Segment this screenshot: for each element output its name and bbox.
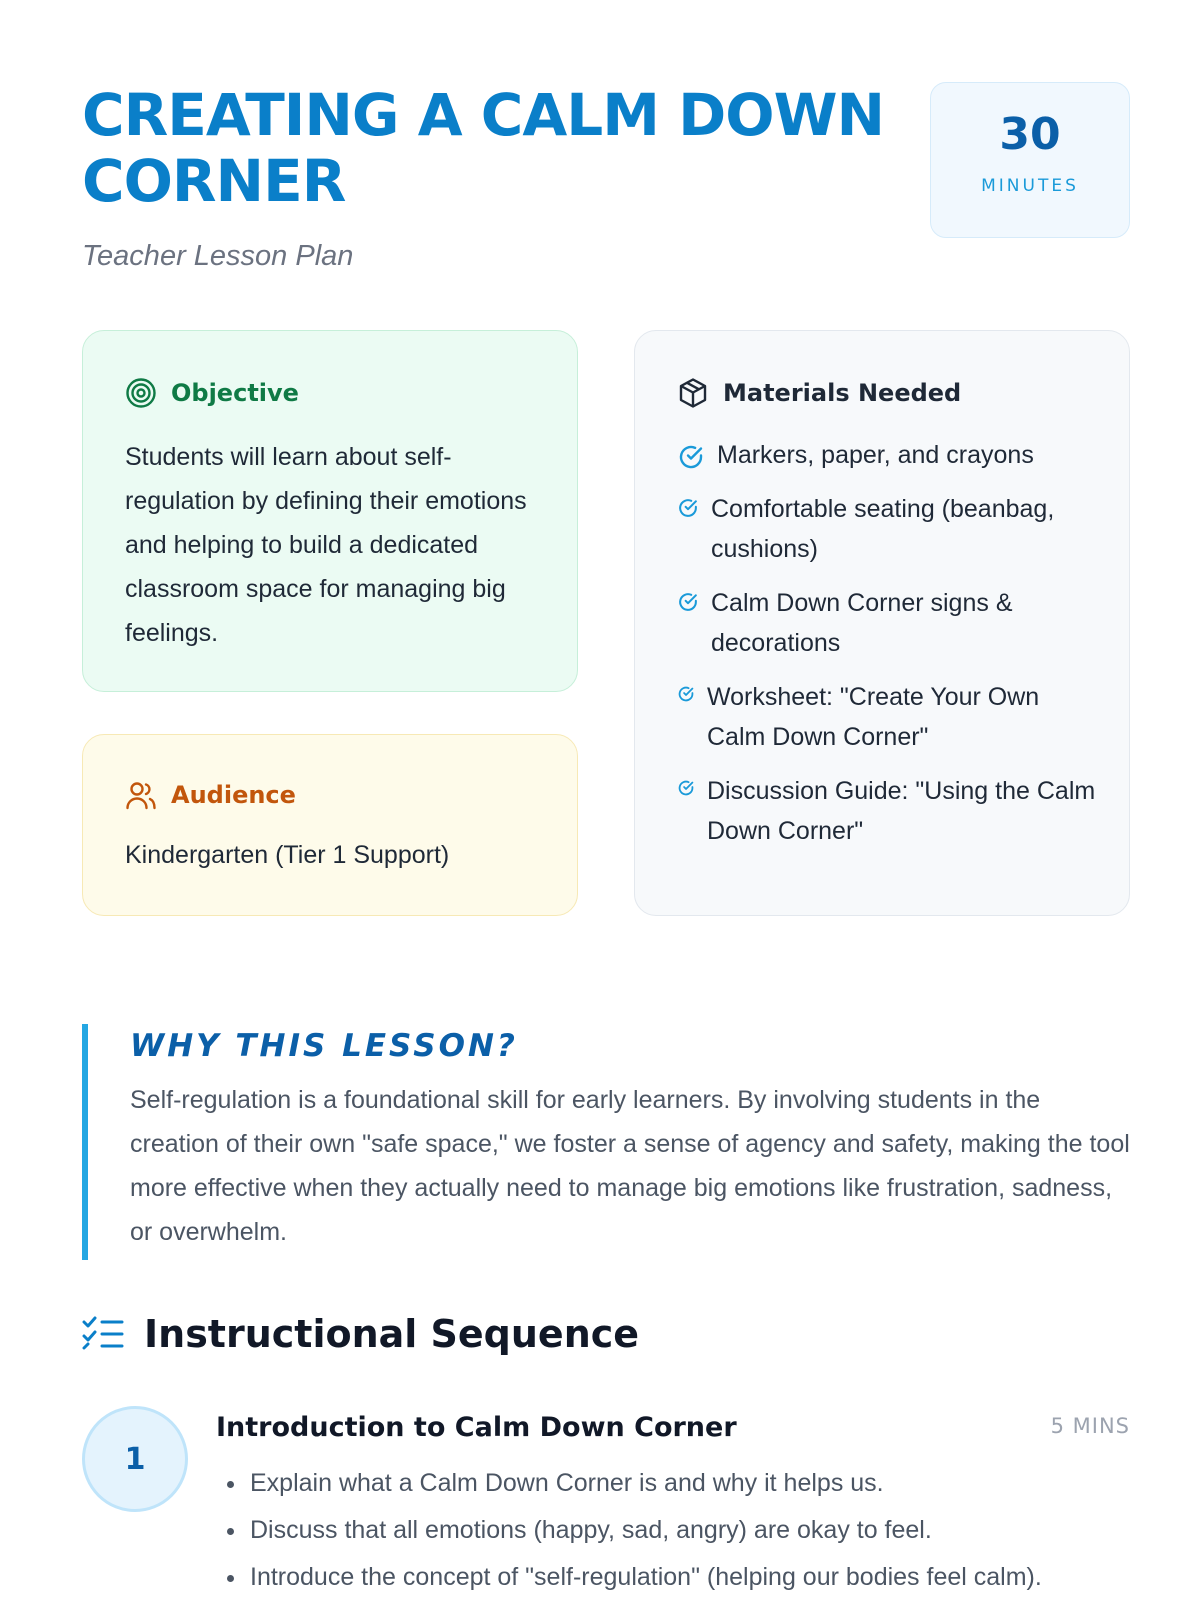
check-circle-icon bbox=[677, 443, 705, 471]
duration-badge bbox=[930, 82, 1130, 238]
materials-list bbox=[677, 435, 1099, 851]
step-point: • Explain what a Calm Down Corner is and why it helps us. bbox=[248, 1460, 1148, 1507]
package-icon bbox=[677, 377, 709, 409]
page-title: CREATING A CALM DOWN CORNER bbox=[82, 81, 885, 215]
step-points bbox=[248, 1460, 1148, 1600]
materials-item-label: Calm Down Corner signs & decorations bbox=[711, 589, 1013, 657]
objective-text: Students will learn about self-regulation by defining their emotions and helping to build a dedicated classroom space for managing big feelings. bbox=[125, 443, 527, 647]
materials-item bbox=[677, 677, 1099, 757]
materials-item bbox=[677, 435, 1099, 475]
page-header bbox=[82, 82, 902, 273]
objective-card bbox=[82, 330, 578, 692]
step-point: • Introduce the concept of "self-regulation" (helping our bodies feel calm). bbox=[248, 1554, 1148, 1600]
sequence-heading-row bbox=[82, 1312, 639, 1356]
step-title: Introduction to Calm Down Corner bbox=[216, 1412, 737, 1443]
step-duration: 5 MINS bbox=[1050, 1414, 1130, 1438]
materials-heading-row bbox=[677, 377, 1099, 409]
step-number-badge: 1 bbox=[82, 1406, 188, 1512]
page-subtitle: Teacher Lesson Plan bbox=[82, 240, 354, 272]
materials-item-label: Worksheet: "Create Your Own Calm Down Corner" bbox=[707, 683, 1040, 751]
materials-item bbox=[677, 489, 1099, 569]
materials-item-label: Markers, paper, and crayons bbox=[717, 441, 1034, 469]
check-circle-icon bbox=[677, 685, 695, 703]
audience-text: Kindergarten (Tier 1 Support) bbox=[125, 841, 450, 869]
list-checks-icon bbox=[82, 1316, 124, 1352]
why-text: Self-regulation is a foundational skill for early learners. By involving students in the creation of their own "safe space," we foster a sense of agency and safety, making the tool more effective when they actually need to manage big emotions like frustration, sadness, or overwhelm. bbox=[130, 1086, 1130, 1246]
materials-item-label: Comfortable seating (beanbag, cushions) bbox=[711, 495, 1055, 563]
materials-card bbox=[634, 330, 1130, 916]
materials-item bbox=[677, 583, 1099, 663]
duration-value: 30 bbox=[999, 109, 1061, 160]
sequence-heading: Instructional Sequence bbox=[144, 1312, 640, 1356]
check-circle-icon bbox=[677, 779, 695, 797]
users-icon bbox=[125, 779, 157, 811]
audience-heading: Audience bbox=[171, 781, 296, 809]
check-circle-icon bbox=[677, 591, 699, 613]
materials-heading: Materials Needed bbox=[723, 379, 962, 407]
materials-item bbox=[677, 771, 1099, 851]
check-circle-icon bbox=[677, 497, 699, 519]
materials-item-label: Discussion Guide: "Using the Calm Down Corner" bbox=[707, 777, 1096, 845]
why-heading: WHY THIS LESSON? bbox=[130, 1028, 518, 1064]
step-point: • Discuss that all emotions (happy, sad, angry) are okay to feel. bbox=[248, 1507, 1148, 1554]
duration-unit: MINUTES bbox=[981, 176, 1079, 196]
audience-card bbox=[82, 734, 578, 916]
why-section bbox=[82, 1024, 1130, 1260]
objective-heading-row bbox=[125, 377, 537, 409]
objective-heading: Objective bbox=[171, 379, 299, 407]
target-icon bbox=[125, 377, 157, 409]
audience-heading-row bbox=[125, 779, 537, 811]
